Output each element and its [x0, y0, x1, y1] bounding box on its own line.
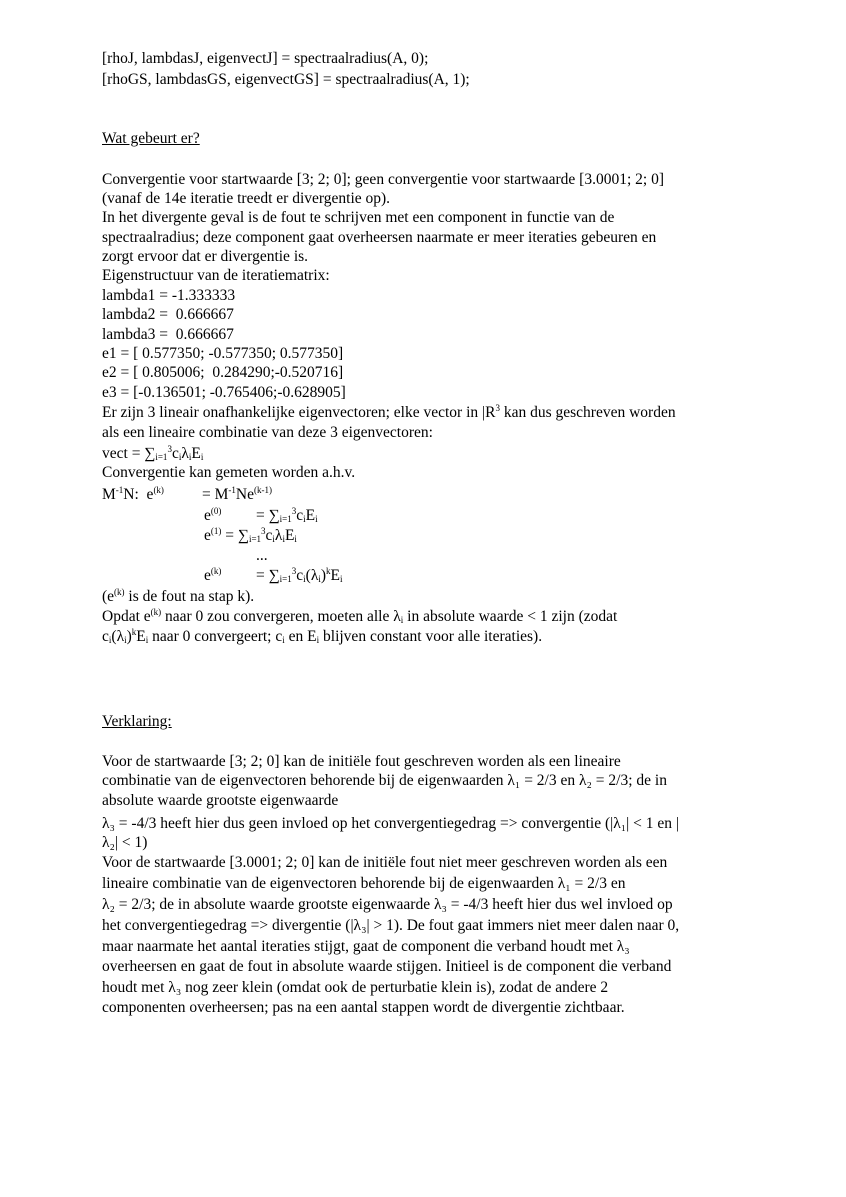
fout-line: ($e^{(k)}$ is de fout na stap k).: [102, 587, 255, 605]
para2-line: λ₃ = -4/3 heeft hier dus geen invloed op het convergentiegedrag => convergentie (|λ₁| < 1 en |: [102, 815, 679, 832]
formula-e0-rhs: = $\sum_{i=1}^3c_iE_i$: [256, 506, 318, 524]
para2-line: Voor de startwaarde [3.0001; 2; 0] kan de initiële fout niet meer geschreven worden als een: [102, 854, 668, 871]
para1-line: e3 = [-0.136501; -0.765406;-0.628905]: [102, 384, 346, 401]
formula-ek-rhs: = $\sum_{i=1}^3c_i(\lambda_i)^kE_i$: [256, 566, 343, 584]
code-line-1: [rhoJ, lambdasJ, eigenvectJ] = spectraalradius(A, 0);: [102, 50, 429, 67]
para1-line: Convergentie voor startwaarde [3; 2; 0]; geen convergentie voor startwaarde [3.0001; 2; 0]: [102, 171, 664, 188]
para1-line: zorgt ervoor dat er divergentie is.: [102, 248, 309, 265]
para2-line: maar naarmate het aantal iteraties stijgt, gaat de component die verband houdt met λ₃: [102, 938, 630, 955]
formula-ek-lhs: $e^{(k)}$: [204, 566, 222, 584]
para1-line: In het divergente geval is de fout te schrijven met een component in functie van de: [102, 209, 615, 226]
para1-line: lambda3 = 0.666667: [102, 326, 234, 343]
para1-line: lambda1 = -1.333333: [102, 287, 236, 304]
opdat-line-2: $c_i(\lambda_i)^kE_i$ naar 0 convergeert; $c_i$ en $E_i$ blijven constant voor alle iteraties).: [102, 627, 543, 645]
heading-verklaring: Verklaring:: [102, 713, 172, 730]
formula-dots: ...: [256, 547, 268, 564]
para1-line: Eigenstructuur van de iteratiematrix:: [102, 267, 330, 284]
para2-line: λ₂ = 2/3; de in absolute waarde grootste eigenwaarde λ₃ = -4/3 heeft hier dus wel invloed op: [102, 896, 673, 913]
para1-line: spectraalradius; deze component gaat overheersen naarmate er meer iteraties gebeuren en: [102, 229, 657, 246]
para2-line: overheersen en gaat de fout in absolute waarde stijgen. Initieel is de component die verband: [102, 958, 672, 975]
para2-line: combinatie van de eigenvectoren behorende bij de eigenwaarden λ₁ = 2/3 en λ₂ = 2/3; de in: [102, 772, 667, 789]
para2-line: λ₂| < 1): [102, 834, 148, 851]
para2-line: componenten overheersen; pas na een aantal stappen wordt de divergentie zichtbaar.: [102, 999, 625, 1016]
eigen-line-b: als een lineaire combinatie van deze 3 eigenvectoren:: [102, 424, 433, 441]
para1-line: e2 = [ 0.805006; 0.284290;-0.520716]: [102, 364, 344, 381]
para2-line: lineaire combinatie van de eigenvectoren behorende bij de eigenwaarden λ₁ = 2/3 en: [102, 875, 626, 892]
para2-line: houdt met λ₃ nog zeer klein (omdat ook de perturbatie klein is), zodat de andere 2: [102, 979, 609, 996]
formula-e0-lhs: $e^{(0)}$: [204, 506, 222, 524]
para2-line: Voor de startwaarde [3; 2; 0] kan de initiële fout geschreven worden als een lineaire: [102, 753, 621, 770]
para1-line: (vanaf de 14e iteratie treedt er divergentie op).: [102, 190, 391, 207]
para2-line: het convergentiegedrag => divergentie (|λ₃| > 1). De fout gaat immers niet meer dalen naar 0,: [102, 917, 680, 934]
eigen-line-a: Er zijn 3 lineair onafhankelijke eigenvectoren; elke vector in $|R^3$ kan dus geschreven worden: [102, 403, 676, 421]
opdat-line-1: Opdat $e^{(k)}$ naar 0 zou convergeren, moeten alle $\lambda_i$ in absolute waarde < 1 zijn (zodat: [102, 607, 618, 625]
formula-rhs-k: = $M^{-1}Ne^{(k-1)}$: [202, 485, 272, 503]
vect-equation: vect = $\sum_{i=1}^3c_i\lambda_iE_i$: [102, 444, 204, 462]
formula-line-k: $M^{-1}N$: $e^{(k)}$: [102, 485, 164, 503]
para2-line: absolute waarde grootste eigenwaarde: [102, 792, 339, 809]
heading-wat-gebeurt-er: Wat gebeurt er?: [102, 130, 200, 147]
para1-line: e1 = [ 0.577350; -0.577350; 0.577350]: [102, 345, 344, 362]
code-line-2: [rhoGS, lambdasGS, eigenvectGS] = spectraalradius(A, 1);: [102, 71, 470, 88]
conv-line: Convergentie kan gemeten worden a.h.v.: [102, 464, 356, 481]
para1-line: lambda2 = 0.666667: [102, 306, 234, 323]
formula-e1: $e^{(1)} = \sum_{i=1}^3c_i\lambda_iE_i$: [204, 526, 297, 544]
